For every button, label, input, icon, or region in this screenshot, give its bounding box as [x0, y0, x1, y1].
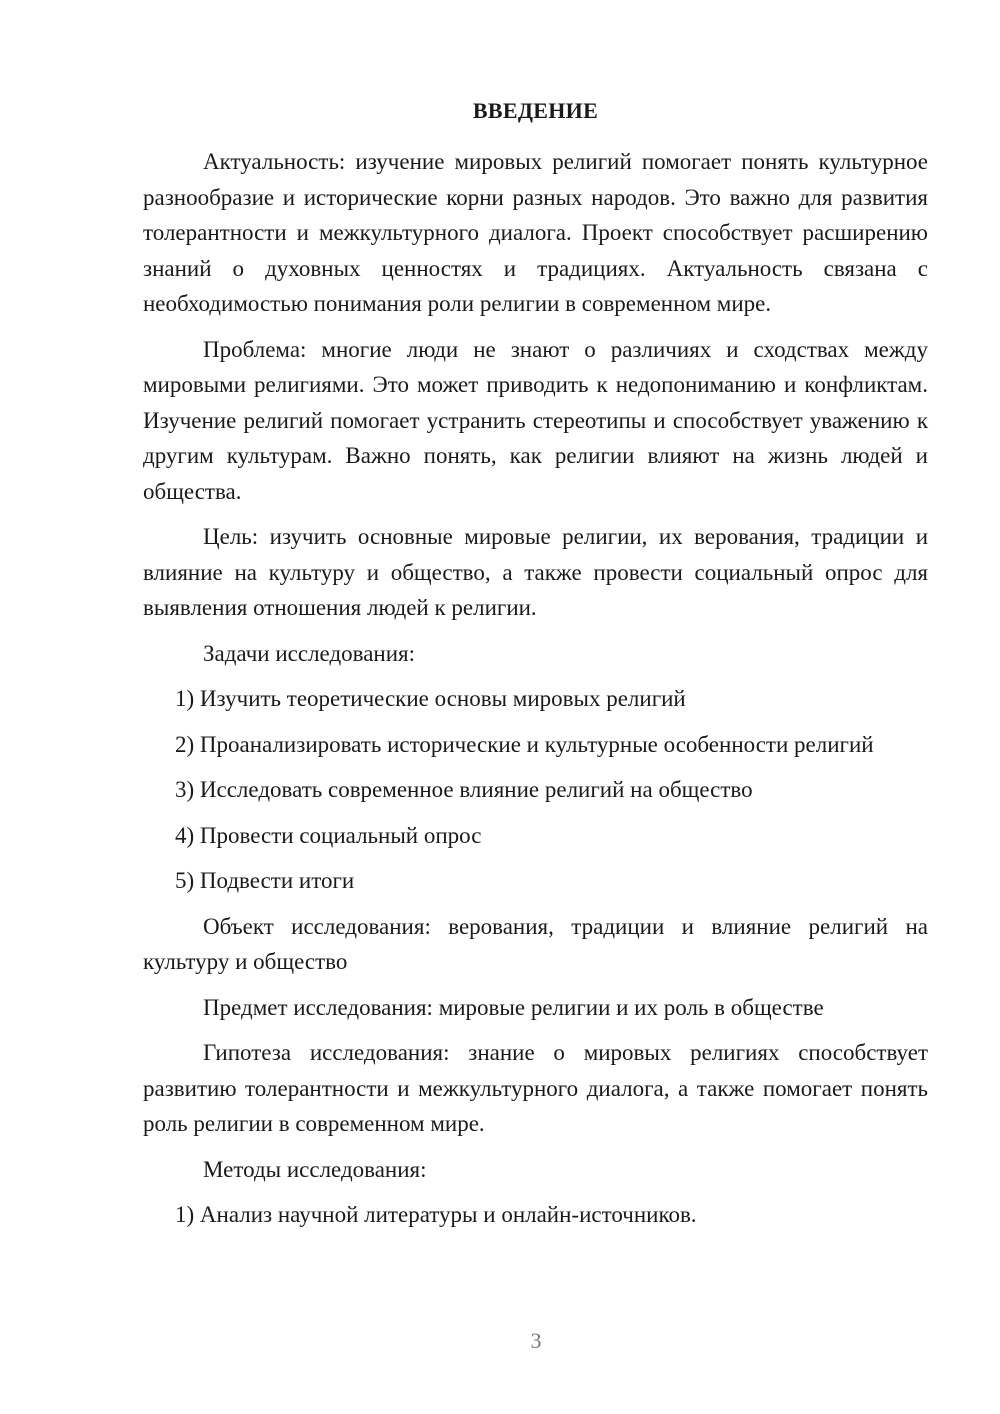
method-item-1: 1) Анализ научной литературы и онлайн-источников.: [175, 1202, 697, 1227]
page-number: 3: [530, 1328, 542, 1353]
task-item-4: 4) Провести социальный опрос: [175, 822, 482, 848]
tasks-list: [143, 681, 928, 899]
object-paragraph: Объект исследования: верования, традиции и влияние религий на культуру и общество: [143, 913, 928, 974]
subject-paragraph: Предмет исследования: мировые религии и их роль в обществе: [203, 994, 824, 1020]
task-item-5: 5) Подвести итоги: [175, 868, 355, 893]
task-item-3: 3) Исследовать современное влияние религий на общество: [175, 777, 753, 802]
task-item-2: 2) Проанализировать исторические и культурные особенности религий: [175, 731, 874, 757]
relevance-paragraph: Актуальность: изучение мировых религий помогает понять культурное разнообразие и исторические корни разных народов. Это важно для развития толерантности и межкультурного диалога. Проект способствует расширению знаний о духовных ценностях и традициях. Актуальность связана с необходимостью понимания роли религии в современном мире.: [143, 149, 928, 316]
methods-list: [143, 1197, 928, 1233]
hypothesis-paragraph: Гипотеза исследования: знание о мировых религиях способствует развитию толерантности и межкультурного диалога, а также помогает понять роль религии в современном мире.: [143, 1040, 928, 1136]
methods-label: Методы исследования:: [203, 1156, 427, 1182]
problem-paragraph: Проблема: многие люди не знают о различиях и сходствах между мировыми религиями. Это может приводить к недопониманию и конфликтам. Изучение религий помогает устранить стереотипы и способствует уважению к другим культурам. Важно понять, как религии влияют на жизнь людей и общества.: [143, 336, 928, 504]
task-item-1: 1) Изучить теоретические основы мировых религий: [175, 686, 686, 711]
goal-paragraph: Цель: изучить основные мировые религии, их верования, традиции и влияние на культуру и общество, а также провести социальный опрос для выявления отношения людей к религии.: [143, 524, 928, 620]
page-title: ВВЕДЕНИЕ: [472, 98, 599, 123]
tasks-label: Задачи исследования:: [203, 640, 416, 666]
document-page: [143, 94, 928, 1243]
